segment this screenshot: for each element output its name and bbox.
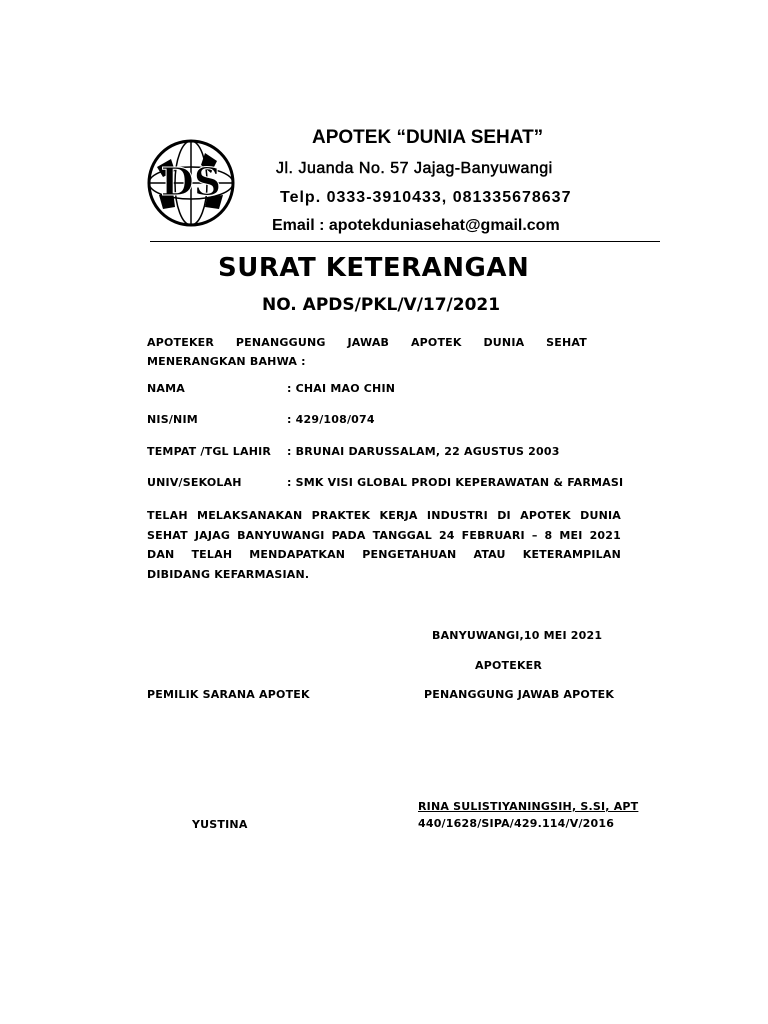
field-label: UNIV/SEKOLAH xyxy=(147,476,242,489)
pharmacy-address: Jl. Juanda No. 57 Jajag-Banyuwangi xyxy=(276,160,553,177)
field-value: : SMK VISI GLOBAL PRODI KEPERAWATAN & FARMASI xyxy=(287,476,624,489)
document-title: SURAT KETERANGAN xyxy=(218,253,530,283)
place-date: BANYUWANGI,10 MEI 2021 xyxy=(432,629,603,642)
field-sekolah xyxy=(147,476,627,492)
apoteker-title: APOTEKER xyxy=(475,659,543,672)
header-divider xyxy=(150,241,660,242)
right-signer-name: RINA SULISTIYANINGSIH, S.SI, APT xyxy=(418,800,639,813)
right-role: PENANGGUNG JAWAB APOTEK xyxy=(424,688,615,701)
pharmacy-name: APOTEK “DUNIA SEHAT” xyxy=(312,127,544,148)
field-value: : BRUNAI DARUSSALAM, 22 AGUSTUS 2003 xyxy=(287,445,560,458)
body-text: TELAH MELAKSANAKAN PRAKTEK KERJA INDUSTRI DI APOTEK DUNIA SEHAT JAJAG BANYUWANGI PADA TANGGAL 24 FEBRUARI – 8 MEI 2021 DAN TELAH MENDAPATKAN PENGETAHUAN ATAU KETERAMPILAN DIBIDANG KEFARMASIAN. xyxy=(147,509,621,581)
field-value: : CHAI MAO CHIN xyxy=(287,382,396,395)
field-value: : 429/108/074 xyxy=(287,413,375,426)
pharmacy-email: Email : apotekduniasehat@gmail.com xyxy=(272,217,560,234)
pharmacy-phone: Telp. 0333-3910433, 081335678637 xyxy=(280,189,572,206)
field-nis xyxy=(147,413,627,429)
left-signer-name: YUSTINA xyxy=(192,818,248,831)
field-nama xyxy=(147,382,627,398)
field-label: NIS/NIM xyxy=(147,413,198,426)
document-number: NO. APDS/PKL/V/17/2021 xyxy=(262,295,501,315)
left-role: PEMILIK SARANA APOTEK xyxy=(147,688,310,701)
right-signer-license: 440/1628/SIPA/429.114/V/2016 xyxy=(418,817,615,830)
svg-text:DS: DS xyxy=(160,159,222,204)
field-ttl xyxy=(147,445,627,461)
pharmacy-logo xyxy=(145,137,237,229)
field-label: NAMA xyxy=(147,382,185,395)
intro-text: APOTEKER PENANGGUNG JAWAB APOTEK DUNIA SEHAT MENERANGKAN BAHWA : xyxy=(147,336,587,368)
field-label: TEMPAT /TGL LAHIR xyxy=(147,445,272,458)
